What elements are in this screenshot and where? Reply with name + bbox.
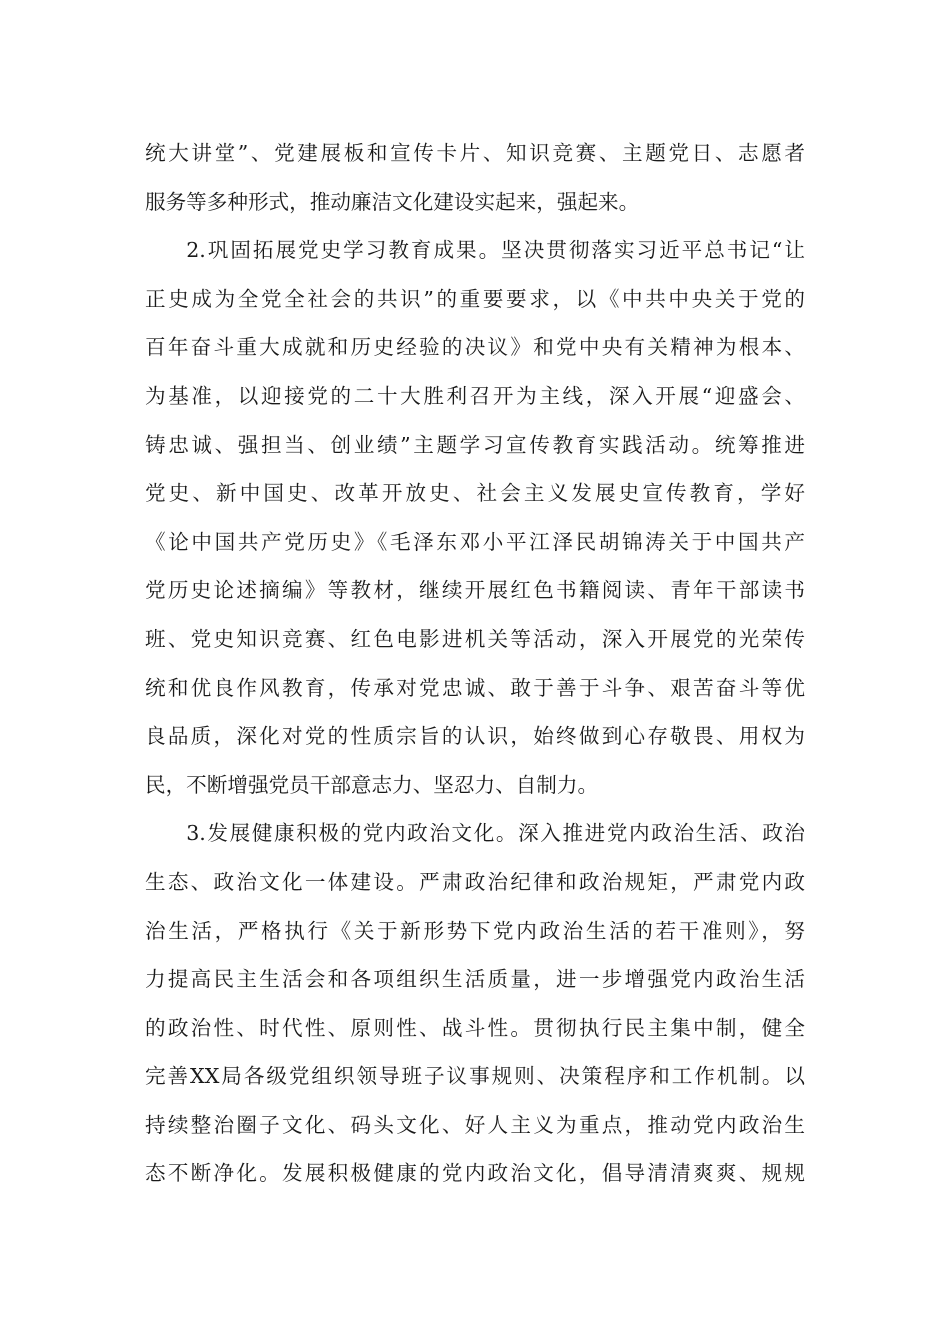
text-line: 正史成为全党全社会的共识”的重要要求，以《中共中央关于党的 [145, 286, 805, 311]
text-line: 统和优良作风教育，传承对党忠诚、敢于善于斗争、艰苦奋斗等优 [145, 675, 805, 700]
text-line: 党历史论述摘编》等教材，继续开展红色书籍阅读、青年干部读书 [145, 578, 805, 603]
text-line: 3.发展健康积极的党内政治文化。深入推进党内政治生活、政治 [186, 821, 805, 846]
paragraph-2 [145, 226, 805, 809]
text-line: 民，不断增强党员干部意志力、坚忍力、自制力。 [145, 772, 599, 797]
paragraph-1 [145, 129, 805, 226]
document-body [145, 129, 805, 1198]
text-line: 良品质，深化对党的性质宗旨的认识，始终做到心存敬畏、用权为 [145, 724, 805, 749]
text-line: 统大讲堂”、党建展板和宣传卡片、知识竞赛、主题党日、志愿者 [145, 141, 805, 165]
text-line: 完善XX局各级党组织领导班子议事规则、决策程序和工作机制。以 [145, 1064, 805, 1089]
text-line: 为基准，以迎接党的二十大胜利召开为主线，深入开展“迎盛会、 [145, 383, 805, 408]
text-line: 班、党史知识竞赛、红色电影进机关等活动，深入开展党的光荣传 [145, 626, 805, 651]
text-line: 《论中国共产党历史》《毛泽东邓小平江泽民胡锦涛关于中国共产 [145, 529, 805, 554]
text-line: 治生活，严格执行《关于新形势下党内政治生活的若干准则》，努 [145, 918, 805, 943]
text-line: 态不断净化。发展积极健康的党内政治文化，倡导清清爽爽、规规 [145, 1161, 805, 1186]
text-line: 持续整治圈子文化、码头文化、好人主义为重点，推动党内政治生 [145, 1112, 805, 1137]
text-line: 百年奋斗重大成就和历史经验的决议》和党中央有关精神为根本、 [145, 335, 805, 360]
text-line: 铸忠诚、强担当、创业绩”主题学习宣传教育实践活动。统筹推进 [145, 432, 805, 457]
text-line: 2.巩固拓展党史学习教育成果。坚决贯彻落实习近平总书记“让 [186, 238, 805, 263]
text-line: 力提高民主生活会和各项组织生活质量，进一步增强党内政治生活 [145, 967, 805, 992]
text-line: 的政治性、时代性、原则性、战斗性。贯彻执行民主集中制，健全 [145, 1015, 805, 1040]
text-line: 服务等多种形式，推动廉洁文化建设实起来，强起来。 [145, 189, 640, 214]
text-line: 党史、新中国史、改革开放史、社会主义发展史宣传教育，学好 [145, 481, 805, 506]
paragraph-3 [145, 809, 805, 1198]
text-line: 生态、政治文化一体建设。严肃政治纪律和政治规矩，严肃党内政 [145, 869, 805, 894]
